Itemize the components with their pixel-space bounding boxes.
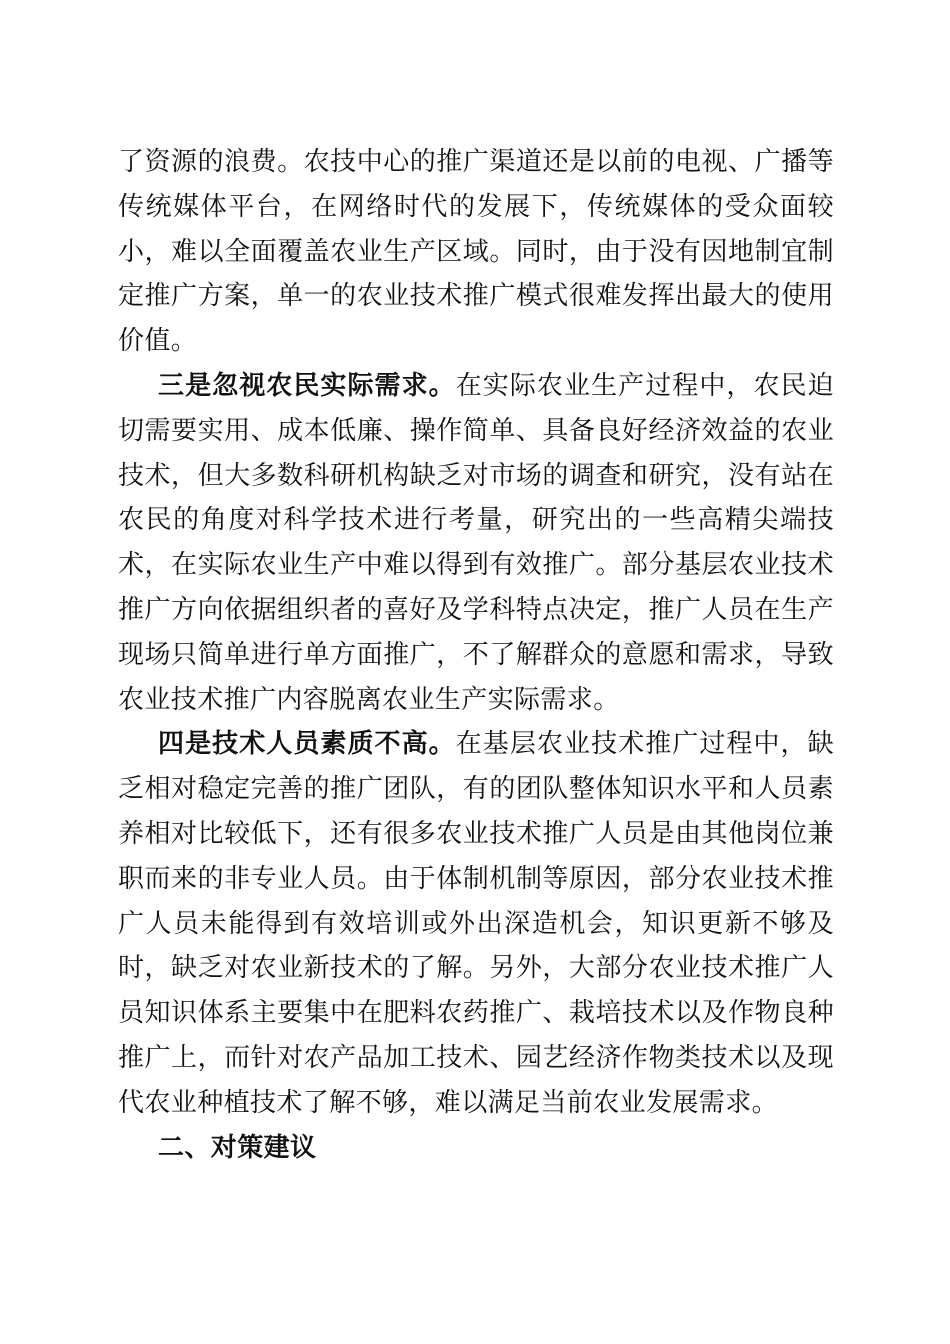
paragraph-lead: 三是忽视农民实际需求。 [158,370,456,401]
paragraph-lead: 四是技术人员素质不高。 [158,729,456,760]
document-body [118,140,834,1170]
section-heading: 二、对策建议 [158,1132,317,1163]
paragraph-farmer-needs [118,364,834,722]
paragraph-text: 在实际农业生产过程中，农民迫切需要实用、成本低廉、操作简单、具备良好经济效益的农业技术，但大多数科研机构缺乏对市场的调查和研究，没有站在农民的角度对科学技术进行考量，研究出的一些高精尖端技术，在实际农业生产中难以得到有效推广。部分基层农业技术推广方向依据组织者的喜好及学科特点决定，推广人员在生产现场只简单进行单方面推广，不了解群众的意愿和需求，导致农业技术推广内容脱离农业生产实际需求。 [118,370,834,715]
paragraph-text: 了资源的浪费。农技中心的推广渠道还是以前的电视、广播等传统媒体平台，在网络时代的发展下，传统媒体的受众面较小，难以全面覆盖农业生产区域。同时，由于没有因地制宜制定推广方案，单一的农业技术推广模式很难发挥出最大的使用价值。 [118,147,834,357]
paragraph-staff-quality [118,722,834,1125]
paragraph-continuation [118,140,834,364]
paragraph-text: 在基层农业技术推广过程中，缺乏相对稳定完善的推广团队，有的团队整体知识水平和人员素养相对比较低下，还有很多农业技术推广人员是由其他岗位兼职而来的非专业人员。由于体制机制等原因，部分农业技术推广人员未能得到有效培训或外出深造机会，知识更新不够及时，缺乏对农业新技术的了解。另外，大部分农业技术推广人员知识体系主要集中在肥料农药推广、栽培技术以及作物良种推广上，而针对农产品加工技术、园艺经济作物类技术以及现代农业种植技术了解不够，难以满足当前农业发展需求。 [118,729,834,1118]
